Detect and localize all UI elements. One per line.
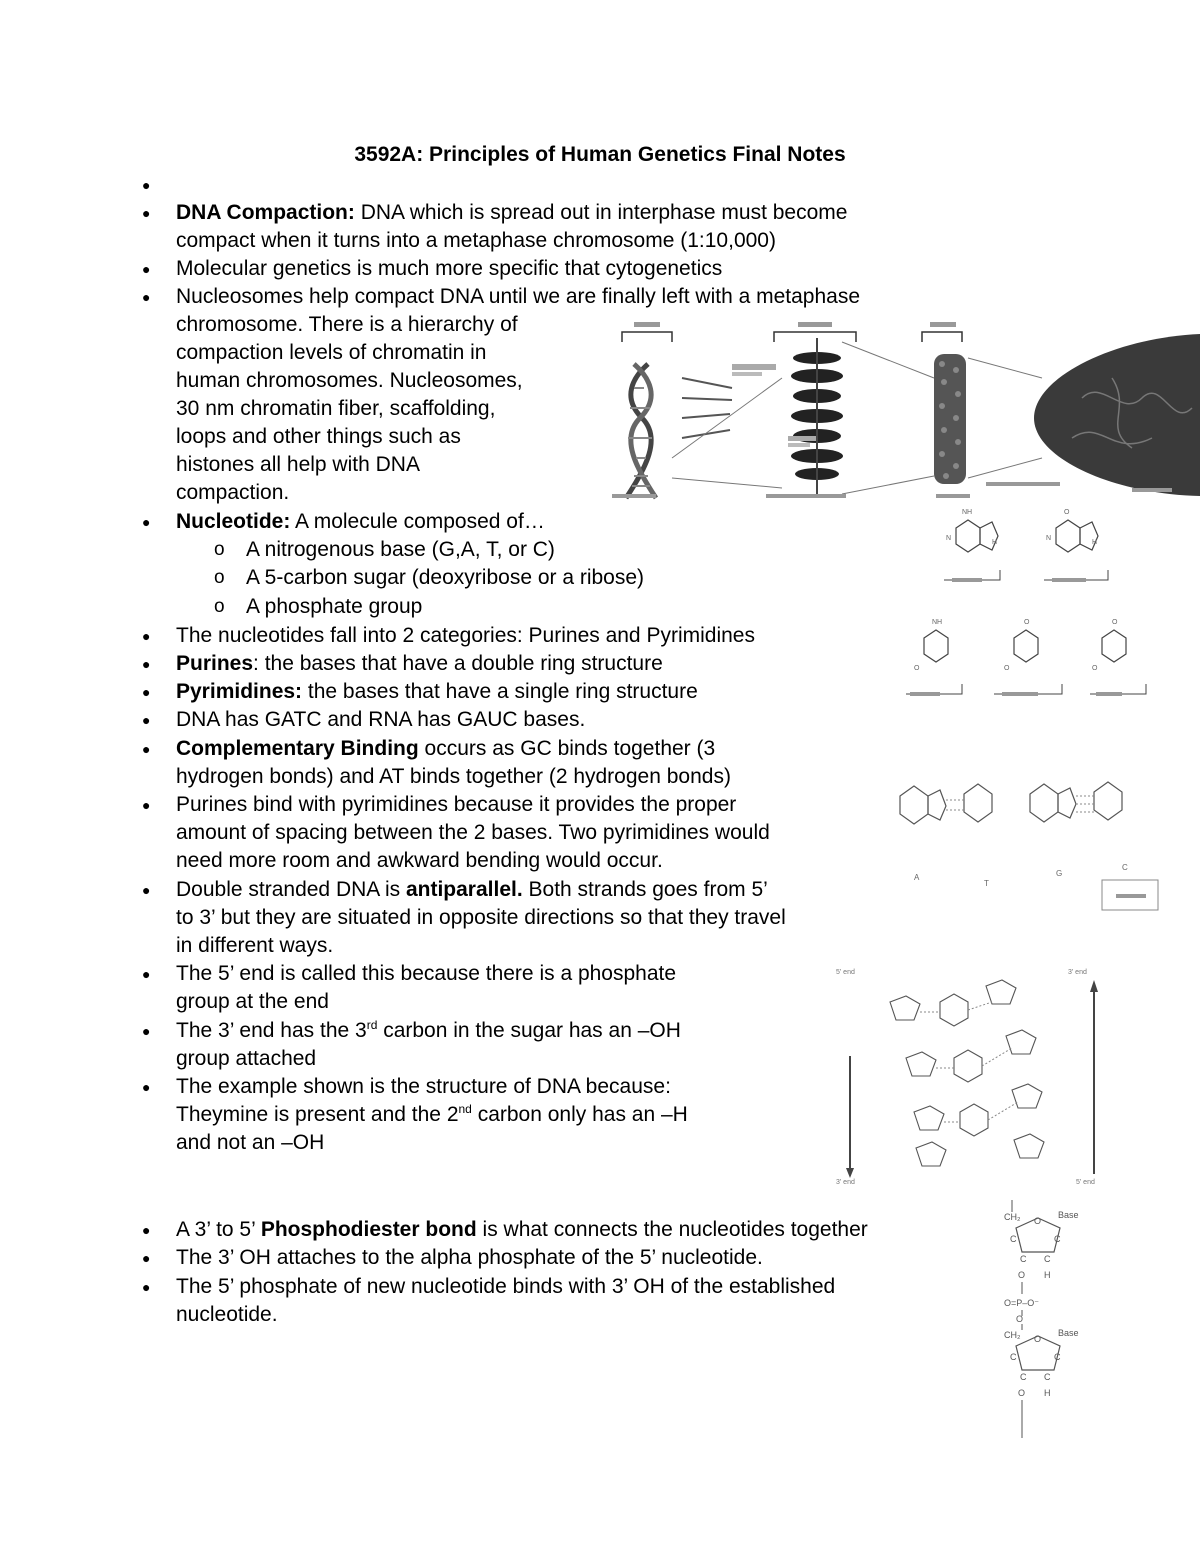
chromatin-compaction-figure xyxy=(612,318,1200,502)
antiparallel-line-1 xyxy=(176,876,768,904)
svg-text:C: C xyxy=(1054,1352,1061,1362)
svg-text:O: O xyxy=(1112,619,1118,626)
five-prime-line-2: group at the end xyxy=(176,990,329,1013)
three-prime-text-b: carbon in the sugar has an –OH xyxy=(377,1019,681,1042)
molecular-line: Molecular genetics is much more specific that cytogenetics xyxy=(176,257,723,280)
example-text-b: carbon only has an –H xyxy=(471,1103,688,1126)
bullet-dot: ● xyxy=(142,741,151,757)
nucleosomes-line-5: 30 nm chromatin fiber, scaffolding, xyxy=(176,397,496,420)
svg-text:H: H xyxy=(992,539,998,546)
dna-strand-structure-figure xyxy=(836,962,1120,1186)
svg-text:T: T xyxy=(984,879,989,888)
pyrimidines-term: Pyrimidines: xyxy=(176,680,303,703)
phosphodiester-post: is what connects the nucleotides together xyxy=(476,1218,868,1241)
svg-text:C: C xyxy=(1054,1234,1061,1244)
bullet-dot: ● xyxy=(142,628,151,644)
complementary-text: occurs as GC binds together (3 xyxy=(418,737,716,760)
svg-text:O: O xyxy=(1034,1334,1042,1344)
three-prime-text-a: The 3’ end has the 3 xyxy=(176,1019,367,1042)
svg-text:C: C xyxy=(1044,1372,1051,1382)
svg-text:H: H xyxy=(1044,1270,1051,1280)
svg-text:O: O xyxy=(1092,665,1098,672)
base-label-top: Base xyxy=(1058,1210,1079,1220)
categories-line: The nucleotides fall into 2 categories: Purines and Pyrimidines xyxy=(176,624,755,647)
nucleotide-line xyxy=(176,508,545,536)
antiparallel-line-2: to 3’ but they are situated in opposite directions so that they travel xyxy=(176,906,786,929)
bullet-dot: ● xyxy=(142,1222,151,1238)
bullet-dot: ● xyxy=(142,1250,151,1266)
nucleotide-def: A molecule composed of… xyxy=(290,510,545,533)
purines-def: : the bases that have a double ring structure xyxy=(253,652,663,675)
svg-text:O: O xyxy=(1004,665,1010,672)
bullet-dot: ● xyxy=(142,289,151,305)
svg-text:H: H xyxy=(1044,1388,1051,1398)
bullet-dot: ● xyxy=(142,1023,151,1039)
compaction-line-1 xyxy=(176,199,847,227)
new-nucleotide-line-1: The 5’ phosphate of new nucleotide binds with 3’ OH of the established xyxy=(176,1275,836,1298)
purines-line xyxy=(176,650,663,678)
svg-text:C: C xyxy=(1010,1352,1017,1362)
svg-text:5' end: 5' end xyxy=(1076,1179,1095,1186)
three-prime-line-1 xyxy=(176,1017,681,1045)
complementary-line-2: hydrogen bonds) and AT binds together (2 hydrogen bonds) xyxy=(176,765,731,788)
svg-text:N: N xyxy=(946,535,952,542)
svg-text:H: H xyxy=(1092,539,1098,546)
five-prime-line-1: The 5’ end is called this because there is a phosphate xyxy=(176,962,677,985)
three-prime-line-2: group attached xyxy=(176,1047,317,1070)
bullet-dot: ● xyxy=(142,966,151,982)
bullet-dot: ● xyxy=(142,514,151,530)
svg-text:CH₂: CH₂ xyxy=(1004,1212,1021,1222)
sub-base-line: A nitrogenous base (G,A, T, or C) xyxy=(246,538,555,561)
purines-term: Purines xyxy=(176,652,254,675)
example-sup: nd xyxy=(458,1102,472,1116)
svg-text:C: C xyxy=(1020,1372,1027,1382)
oh-attach-line: The 3’ OH attaches to the alpha phosphate of the 5’ nucleotide. xyxy=(176,1246,763,1269)
purines-bind-line-2: amount of spacing between the 2 bases. Two pyrimidines would xyxy=(176,821,770,844)
complementary-line-1 xyxy=(176,735,715,763)
purine-structures-figure xyxy=(932,500,1132,604)
purines-bind-line-3: need more room and awkward bending would occur. xyxy=(176,849,663,872)
svg-text:C: C xyxy=(1020,1254,1027,1264)
bullet-dot: ● xyxy=(142,205,151,221)
bullet-dot: ● xyxy=(142,882,151,898)
example-line-1: The example shown is the structure of DNA because: xyxy=(176,1075,671,1098)
svg-text:O: O xyxy=(1016,1314,1024,1324)
bullet-dot: ● xyxy=(142,1279,151,1295)
compaction-line-2: compact when it turns into a metaphase chromosome (1:10,000) xyxy=(176,229,776,252)
base-label-bottom: Base xyxy=(1058,1328,1079,1338)
svg-text:NH: NH xyxy=(932,619,943,626)
sub-bullet-marker: o xyxy=(214,596,225,617)
nucleosomes-line-2: chromosome. There is a hierarchy of xyxy=(176,313,518,336)
svg-text:3' end: 3' end xyxy=(1068,969,1087,976)
compaction-text: DNA which is spread out in interphase must become xyxy=(354,201,848,224)
nucleosomes-line-7: histones all help with DNA xyxy=(176,453,420,476)
pyrimidines-line xyxy=(176,678,698,706)
svg-text:A: A xyxy=(914,873,920,882)
svg-text:O: O xyxy=(1018,1270,1026,1280)
nucleosomes-line-1: Nucleosomes help compact DNA until we are finally left with a metaphase xyxy=(176,285,860,308)
example-text-a: Theymine is present and the 2 xyxy=(176,1103,459,1126)
antiparallel-line-3: in different ways. xyxy=(176,934,334,957)
nucleotide-term: Nucleotide: xyxy=(176,510,291,533)
phosphodiester-line xyxy=(176,1216,868,1244)
page-title: 3592A: Principles of Human Genetics Final Notes xyxy=(354,143,846,166)
antiparallel-pre: Double stranded DNA is xyxy=(176,878,406,901)
svg-text:G: G xyxy=(1056,869,1063,878)
complementary-term: Complementary Binding xyxy=(176,737,419,760)
svg-text:C: C xyxy=(1010,1234,1017,1244)
compaction-term: DNA Compaction: xyxy=(176,201,355,224)
gatc-line: DNA has GATC and RNA has GAUC bases. xyxy=(176,708,586,731)
svg-text:O: O xyxy=(1018,1388,1026,1398)
sub-phosphate-line: A phosphate group xyxy=(246,595,423,618)
phosphodiester-pre: A 3’ to 5’ xyxy=(176,1218,261,1241)
svg-text:O=P–O⁻: O=P–O⁻ xyxy=(1004,1298,1040,1308)
svg-text:O: O xyxy=(914,665,920,672)
svg-text:N: N xyxy=(1046,535,1052,542)
base-pairing-figure xyxy=(880,756,1162,914)
svg-text:NH: NH xyxy=(962,509,973,516)
example-line-3: and not an –OH xyxy=(176,1131,325,1154)
bullet-dot: ● xyxy=(142,656,151,672)
sub-bullet-marker: o xyxy=(214,539,225,560)
nucleosomes-line-3: compaction levels of chromatin in xyxy=(176,341,487,364)
bullet-dot: ● xyxy=(142,684,151,700)
bullet-dot: ● xyxy=(142,1079,151,1095)
phosphodiester-bond-figure xyxy=(990,1198,1110,1444)
svg-text:CH₂: CH₂ xyxy=(1004,1330,1021,1340)
svg-text:C: C xyxy=(1122,863,1128,872)
three-prime-sup: rd xyxy=(366,1018,378,1032)
svg-text:O: O xyxy=(1034,1216,1042,1226)
bullet-dot: ● xyxy=(142,797,151,813)
svg-text:C: C xyxy=(1044,1254,1051,1264)
svg-text:O: O xyxy=(1024,619,1030,626)
nucleosomes-line-8: compaction. xyxy=(176,481,290,504)
example-line-2 xyxy=(176,1101,688,1129)
bullet-dot: ● xyxy=(142,177,151,193)
nucleosomes-line-6: loops and other things such as xyxy=(176,425,461,448)
bullet-dot: ● xyxy=(142,261,151,277)
pyrimidine-structures-figure xyxy=(902,612,1152,714)
svg-text:3' end: 3' end xyxy=(836,1179,855,1186)
sub-sugar-line: A 5-carbon sugar (deoxyribose or a ribose) xyxy=(246,566,645,589)
new-nucleotide-line-2: nucleotide. xyxy=(176,1303,278,1326)
phosphodiester-term: Phosphodiester bond xyxy=(260,1218,477,1241)
antiparallel-term: antiparallel. xyxy=(405,878,523,901)
antiparallel-text: Both strands goes from 5’ xyxy=(522,878,768,901)
svg-text:5' end: 5' end xyxy=(836,969,855,976)
sub-bullet-marker: o xyxy=(214,567,225,588)
pyrimidines-def: the bases that have a single ring structure xyxy=(302,680,698,703)
svg-text:O: O xyxy=(1064,509,1070,516)
purines-bind-line-1: Purines bind with pyrimidines because it provides the proper xyxy=(176,793,737,816)
nucleosomes-line-4: human chromosomes. Nucleosomes, xyxy=(176,369,523,392)
bullet-dot: ● xyxy=(142,712,151,728)
